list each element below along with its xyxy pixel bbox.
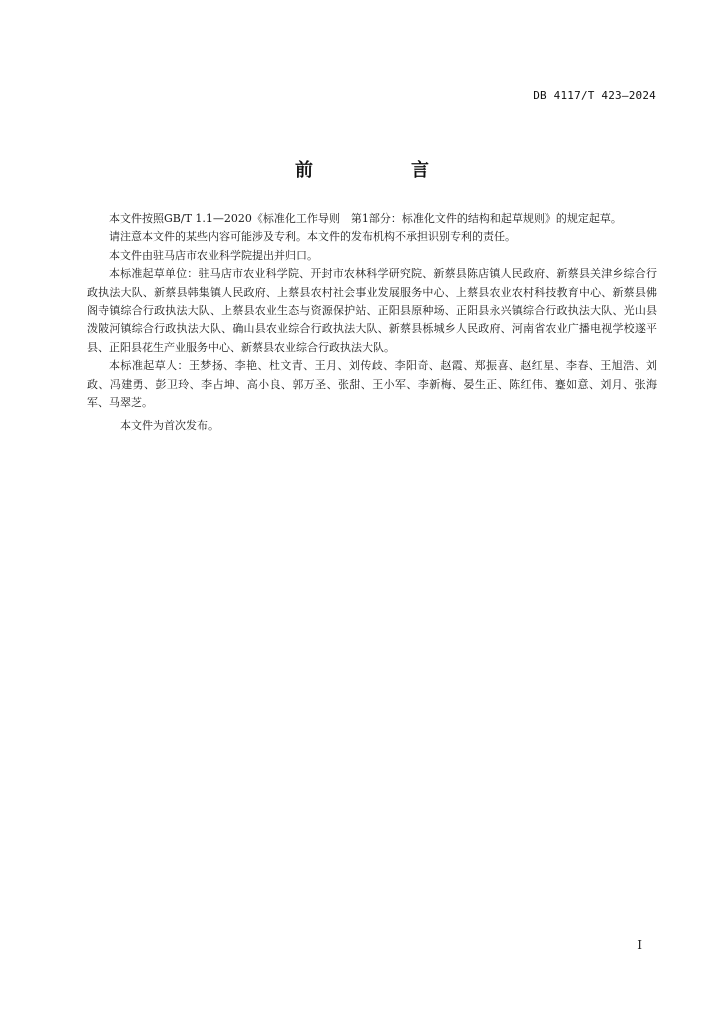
paragraph-patent-notice: 请注意本文件的某些内容可能涉及专利。本文件的发布机构不承担识别专利的责任。 — [109, 230, 516, 244]
page-title: 前 言 — [295, 160, 469, 181]
paragraph-proposer: 本文件由驻马店市农业科学院提出并归口。 — [109, 248, 318, 262]
paragraph-drafters: 本标准起草人：王梦扬、李艳、杜文青、王月、刘传歧、李阳奇、赵霞、郑振喜、赵红星、李春、王旭浩、刘政、冯建勇、彭卫玲、李占坤、高小良、郭万圣、张甜、王小军、李新梅、晏生正、陈红伟、蹇如意、刘月、张海军、马翠芝。 — [87, 359, 657, 410]
paragraph-first-issue: 本文件为首次发布。 — [120, 419, 219, 433]
page-number: I — [637, 938, 642, 952]
foreword-body — [87, 210, 657, 436]
standard-code: DB 4117/T 423—2024 — [533, 89, 656, 102]
paragraph-drafting-units: 本标准起草单位：驻马店市农业科学院、开封市农林科学研究院、新蔡县陈店镇人民政府、新蔡县关津乡综合行政执法大队、新蔡县韩集镇人民政府、上蔡县农村社会事业发展服务中心、上蔡县农业农村科技教育中心、新蔡县佛阁寺镇综合行政执法大队、上蔡县农业生态与资源保护站、正阳县原种场、正阳县永兴镇综合行政执法大队、光山县泼陂河镇综合行政执法大队、确山县农业综合行政执法大队、新蔡县栎城乡人民政府、河南省农业广播电视学校遂平县、正阳县花生产业服务中心、新蔡县农业综合行政执法大队。 — [87, 267, 657, 354]
paragraph-drafting-rules: 本文件按照GB/T 1.1—2020《标准化工作导则 第1部分：标准化文件的结构和起草规则》的规定起草。 — [109, 212, 622, 225]
